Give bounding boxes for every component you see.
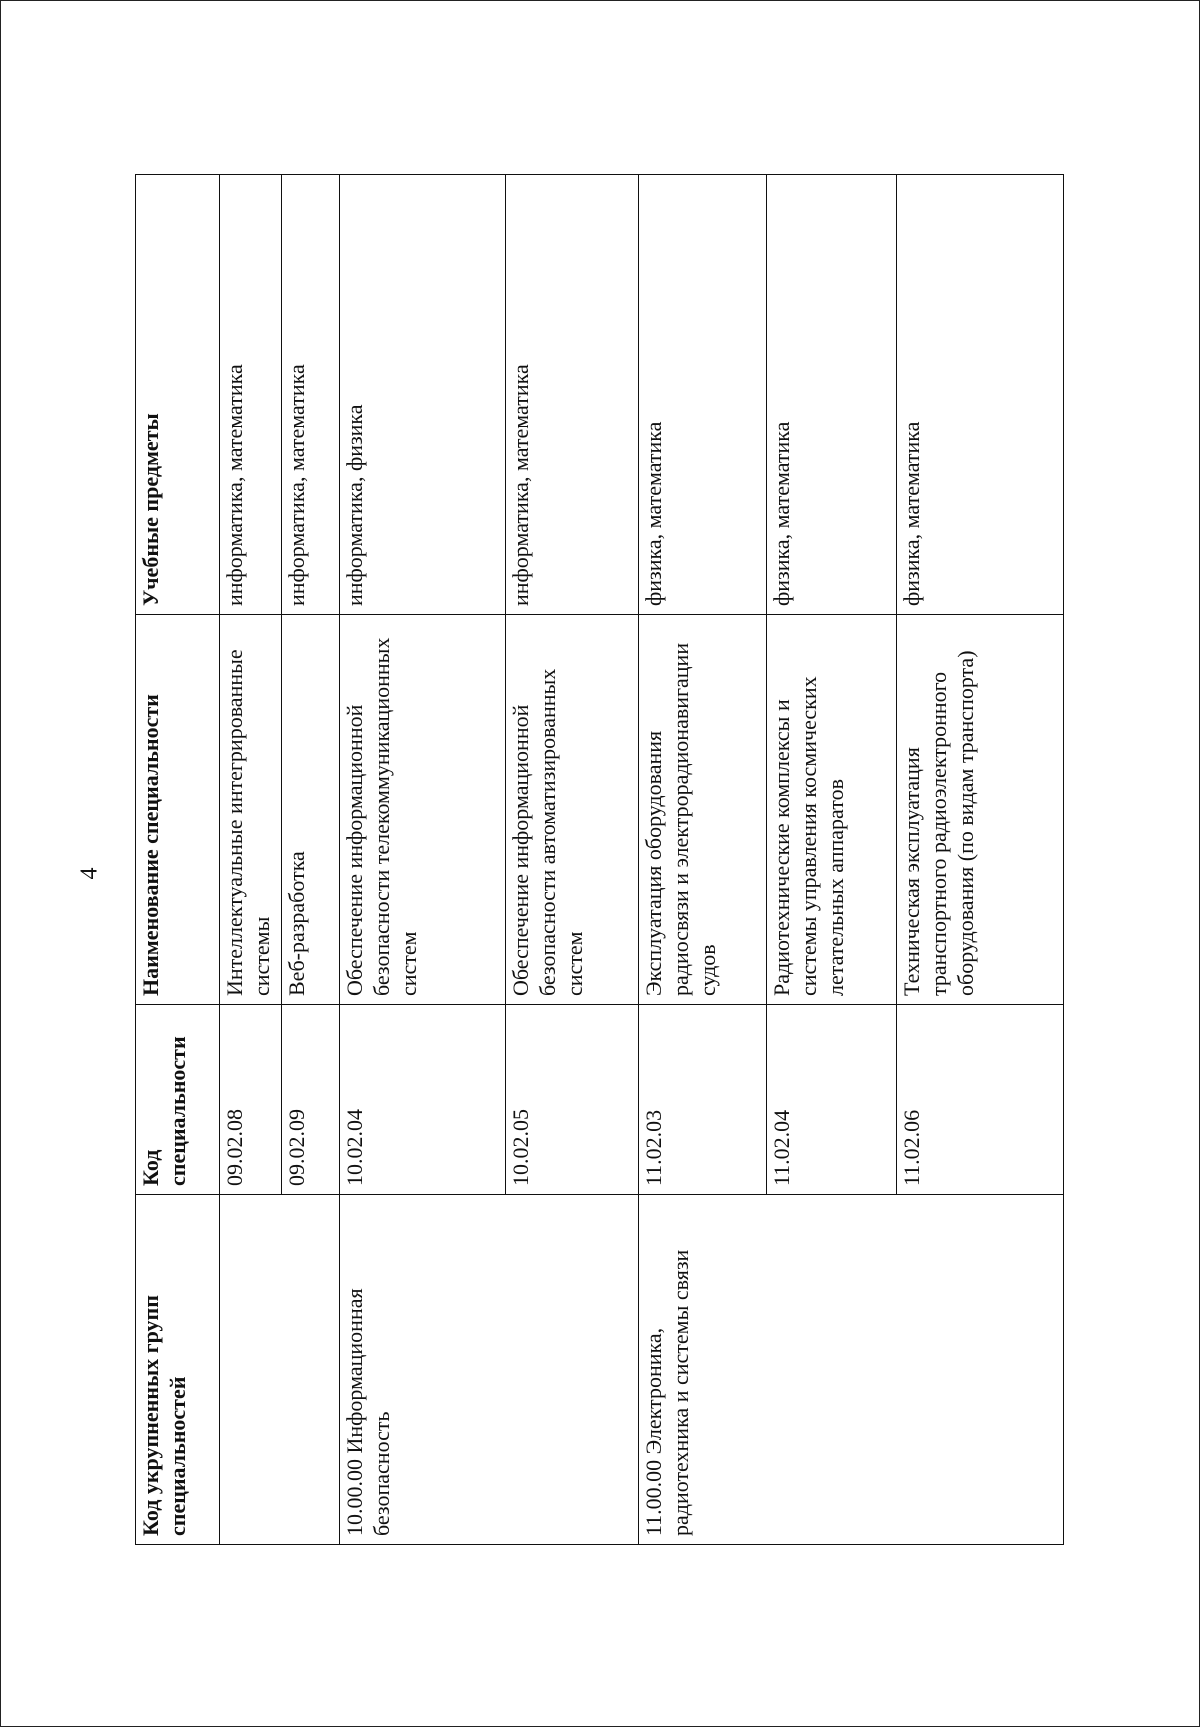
specialty-name-cell: Веб-разработка (282, 615, 340, 1005)
specialty-name-cell: Обеспечение информационной безопасности автоматизированных систем (506, 615, 639, 1005)
subjects-cell: информатика, физика (340, 175, 506, 615)
specialty-name-cell: Обеспечение информационной безопасности телекоммуникационных систем (340, 615, 506, 1005)
specialties-table (135, 174, 1064, 1545)
specialty-name-cell: Радиотехнические комплексы и системы управления космических летательных аппаратов (767, 615, 897, 1005)
page-number: 4 (76, 867, 103, 880)
group-cell (220, 1195, 340, 1545)
specialty-code-cell: 11.02.03 (639, 1005, 767, 1195)
group-cell: 10.00.00 Информационная безопасность (340, 1195, 639, 1545)
header-group-code: Код укрупненных групп специальностей (136, 1195, 220, 1545)
group-cell: 11.00.00 Электроника, радиотехника и системы связи (639, 1195, 1064, 1545)
specialty-code-cell: 11.02.06 (897, 1005, 1064, 1195)
header-subjects: Учебные предметы (136, 175, 220, 615)
table-header-row (136, 175, 220, 1545)
specialty-code-cell: 11.02.04 (767, 1005, 897, 1195)
specialty-code-cell: 10.02.04 (340, 1005, 506, 1195)
header-specialty-name: Наименование специальности (136, 615, 220, 1005)
table-container (135, 175, 1063, 1545)
specialty-code-cell: 09.02.08 (220, 1005, 282, 1195)
table-row (639, 175, 767, 1545)
specialty-name-cell: Эксплуатация оборудования радиосвязи и электрорадионавигации судов (639, 615, 767, 1005)
subjects-cell: информатика, математика (506, 175, 639, 615)
subjects-cell: физика, математика (639, 175, 767, 615)
specialty-code-cell: 10.02.05 (506, 1005, 639, 1195)
table-row (220, 175, 282, 1545)
table-row (340, 175, 506, 1545)
subjects-cell: физика, математика (767, 175, 897, 615)
subjects-cell: информатика, математика (220, 175, 282, 615)
subjects-cell: физика, математика (897, 175, 1064, 615)
specialty-name-cell: Техническая эксплуатация транспортного радиоэлектронного оборудования (по видам транспорта) (897, 615, 1064, 1005)
header-specialty-code: Код специальности (136, 1005, 220, 1195)
specialty-code-cell: 09.02.09 (282, 1005, 340, 1195)
specialty-name-cell: Интеллектуальные интегрированные системы (220, 615, 282, 1005)
subjects-cell: информатика, математика (282, 175, 340, 615)
